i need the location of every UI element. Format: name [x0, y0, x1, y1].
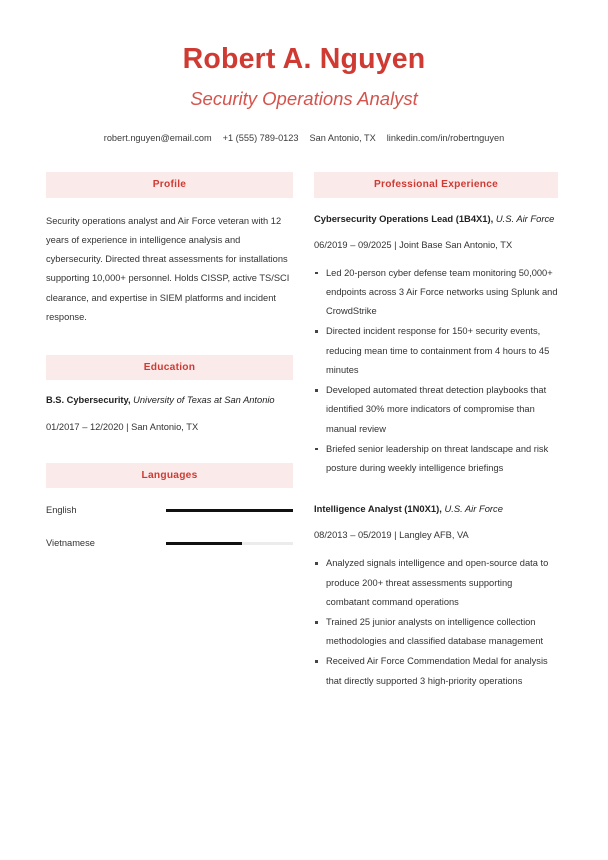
contact-email: robert.nguyen@email.com	[103, 132, 212, 143]
job-meta: 06/2019 – 09/2025 | Joint Base San Antonio, TX	[314, 239, 513, 250]
education-section	[46, 355, 293, 435]
profile-text: Security operations analyst and Air Force veteran with 12 years of experience in intelligence analysis and cybersecurity. Directed threat assessments for installations supporting 10,000+ personnel. Holds CISSP, active TS/SCI clearance, and expertise in SIEM platforms and incident response.	[46, 215, 290, 322]
job-bullet: Directed incident response for 150+ security events, reducing mean time to containment from 4 hours to 45 minutes	[314, 322, 558, 380]
job-bullets	[314, 264, 558, 479]
experience-entry	[314, 212, 558, 479]
experience-entry	[314, 502, 558, 691]
languages-heading: Languages	[46, 463, 293, 488]
job-bullets	[314, 554, 558, 691]
job-bullet: Trained 25 junior analysts on intelligence collection methodologies and classified database management	[314, 613, 558, 651]
education-body	[46, 380, 293, 435]
experience-section	[314, 172, 558, 691]
education-entry	[46, 394, 293, 435]
job-role: Intelligence Analyst (1N0X1),	[314, 503, 442, 515]
contact-phone: +1 (555) 789-0123	[222, 132, 299, 143]
contact-location: San Antonio, TX	[309, 132, 376, 143]
education-heading: Education	[46, 355, 293, 380]
resume-columns	[0, 172, 608, 691]
right-column	[314, 172, 558, 691]
experience-heading: Professional Experience	[314, 172, 558, 197]
experience-body	[314, 198, 558, 691]
languages-body	[46, 488, 293, 549]
job-bullet: Received Air Force Commendation Medal for analysis that directly supported 3 high-priority operations	[314, 652, 558, 690]
education-meta: 01/2017 – 12/2020 | San Antonio, TX	[46, 422, 199, 433]
job-role: Cybersecurity Operations Lead (1B4X1),	[314, 212, 494, 224]
profile-heading: Profile	[46, 172, 293, 197]
job-company: U.S. Air Force	[444, 503, 503, 515]
job-bullet: Led 20-person cyber defense team monitoring 50,000+ endpoints across 3 Air Force networks using Splunk and CrowdStrike	[314, 264, 558, 322]
left-column	[46, 172, 293, 549]
language-name: Vietnamese	[46, 538, 95, 549]
job-title-line	[314, 502, 558, 516]
job-bullet: Analyzed signals intelligence and open-source data to produce 200+ threat assessments supporting combatant command operations	[314, 554, 558, 612]
language-name: English	[46, 505, 77, 516]
job-title-line	[314, 212, 558, 226]
education-title-line	[46, 394, 293, 408]
resume-header	[0, 0, 608, 144]
language-level-fill	[166, 509, 293, 512]
profile-body	[46, 198, 293, 327]
contact-linkedin: linkedin.com/in/robertnguyen	[386, 132, 505, 143]
language-level-track	[166, 542, 293, 545]
education-degree: B.S. Cybersecurity,	[46, 395, 131, 406]
job-bullet: Developed automated threat detection playbooks that identified 30% more indicators of compromise than manual review	[314, 381, 558, 439]
language-row	[46, 504, 293, 516]
job-bullet: Briefed senior leadership on threat landscape and risk posture during weekly intelligence briefings	[314, 440, 558, 478]
languages-section	[46, 463, 293, 549]
candidate-name: Robert A. Nguyen	[182, 43, 426, 75]
job-company: U.S. Air Force	[495, 212, 555, 224]
language-level-fill	[166, 542, 242, 545]
contact-line	[46, 132, 562, 145]
language-row	[46, 537, 293, 549]
job-meta: 08/2013 – 05/2019 | Langley AFB, VA	[314, 530, 469, 541]
candidate-title: Security Operations Analyst	[190, 88, 418, 110]
language-level-track	[166, 509, 293, 512]
education-school: University of Texas at San Antonio	[133, 395, 275, 406]
profile-section	[46, 172, 293, 327]
